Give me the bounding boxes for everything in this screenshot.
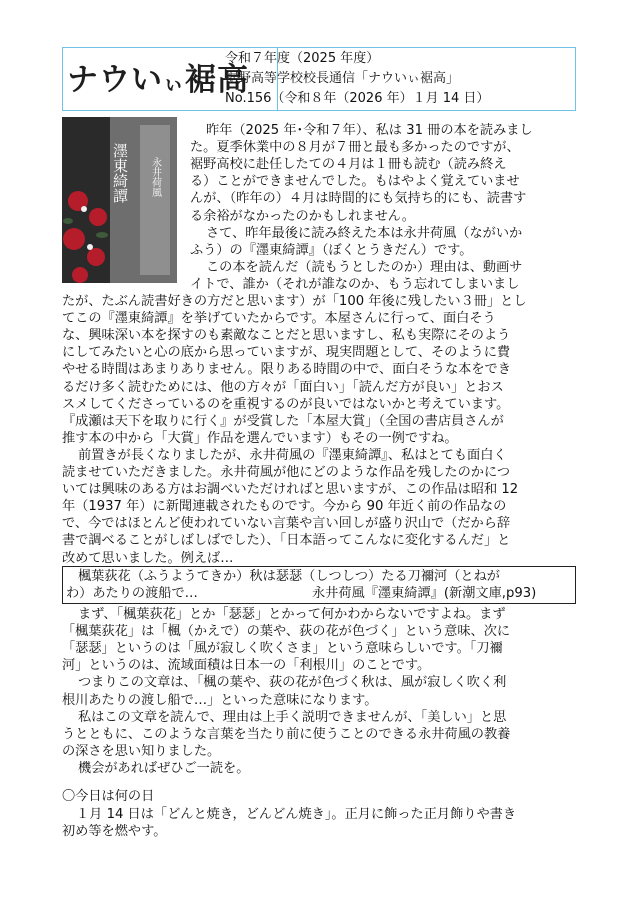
paragraph-line: 改めて思いました。例えば… [62, 550, 234, 566]
quote-line-2: わ）あたりの渡船で… [66, 586, 198, 601]
header-fiscal-year: 令和７年度（2025 年度） [225, 51, 380, 66]
quote-citation: 永井荷風『濹東綺譚』(新潮文庫,p93) [312, 586, 537, 601]
paragraph-line: イトで、誰か（それが誰なのか、もう忘れてしまいまし [190, 276, 520, 292]
paragraph-line: るだけ多く読むためには、他の方々が「面白い」「読んだ方が良い」とおス [62, 379, 504, 395]
logo-text-b: 裾高 [185, 62, 249, 98]
quote-line-1: 楓葉荻花（ふうようてきか）秋は瑟瑟（しつしつ）たる刀禰河（とねが [78, 569, 500, 584]
book-title: 濹東綺譚 [111, 143, 129, 203]
paragraph-line: 前置きが長くなりましたが、永井荷風の『濹東綺譚』、私はとても面白く [78, 447, 507, 463]
paragraph-line: んが、（昨年の）４月は時間的にも気持ち的にも、読書す [190, 191, 527, 207]
logo-text-a: ナウい [67, 62, 163, 98]
paragraph-line: 年（1937 年）に新聞連載されたものです。今から 90 年近く前の作品なの [62, 499, 507, 515]
after-quote-line: つまりこの文章は、「楓の葉や、荻の花が色づく秋は、風が寂しく吹く利 [78, 675, 507, 691]
after-quote-line: うとともに、このような言葉を当たり前に使うことのできる永井荷風の教養 [62, 726, 511, 742]
after-quote-line: 根川あたりの渡し船で…」といった意味になります。 [62, 692, 378, 708]
after-quote-line: 私はこの文章を読んで、理由は上手く説明できませんが、「美しい」と思 [78, 709, 507, 725]
paragraph-line: 『成瀬は天下を取りに行く』が受賞した「本屋大賞」（全国の書店員さんが [62, 413, 504, 429]
today-line-2: 初め等を燃やす。 [62, 824, 167, 839]
after-quote-line: 「楓葉荻花」は「楓（かえで）の葉や、荻の花が色づく」という意味、次に [62, 624, 511, 640]
paragraph-line: 書で調べることがしばしばでした）、「日本語ってこんなに変化するんだ」と [62, 533, 511, 549]
paragraph-line: てこの『濹東綺譚』を挙げていたからです。本屋さんに行って、面白そう [62, 311, 496, 327]
paragraph-line: 推す本の中から「大賞」作品を選んでいます）もその一例ですね。 [62, 430, 458, 446]
header-newsletter-name: 裾野高等学校校長通信「ナウいぃ裾高」 [225, 71, 460, 86]
paragraph-line: さて、昨年最後に読み終えた本は永井荷風（ながいか [206, 225, 523, 241]
book-cover-art [62, 117, 177, 283]
after-quote-line: の深さを思い知りました。 [62, 743, 221, 759]
paragraph-line: いては興味のある方はお調べいただければと思いますが、この作品は昭和 12 [62, 482, 519, 498]
paragraph-line: この本を読んだ（読もうとしたのか）理由は、動画サ [206, 259, 523, 275]
paragraph-line: な、興味深い本を探すのも素敵なことだと思いますし、私も実際にそのよう [62, 328, 511, 344]
paragraph-line: やせる時間はあまりありません。限りある時間の中で、面白そうな本をでき [62, 362, 511, 378]
paragraph-line: 昨年（2025 年･令和７年）、私は 31 冊の本を読みまし [206, 123, 533, 138]
paragraph-line: 読ませていただきました。永井荷風が他にどのような作品を残したのかにつ [62, 465, 511, 480]
after-quote-line: 「瑟瑟」というのは「風が寂しく吹くさま」という意味らしいです。「刀禰 [62, 641, 503, 657]
book-author: 永井荷風 [149, 157, 161, 197]
paragraph-line: る余裕がなかったのかもしれません。 [190, 208, 415, 224]
paragraph-line: た。夏季休業中の８月が７冊と最も多かったのですが、 [190, 140, 520, 156]
paragraph-line: たが、たぶん読書好きの方だと思います）が「100 年後に残したい３冊」とし [62, 294, 527, 309]
after-quote-line: まず、「楓葉荻花」とか「瑟瑟」とかって何かわからないですよね。まず [78, 607, 506, 622]
logo-text-small: ぃ [163, 71, 185, 95]
paragraph-line: ふう）の『濹東綺譚』（ぼくとうきだん）です。 [190, 242, 473, 258]
paragraph-line: スメしてくださっているのを重視するのが良いではないかと考えています。 [62, 396, 510, 412]
header-issue-date: No.156（令和８年（2026 年）１月 14 日） [225, 91, 490, 106]
after-quote-line: 機会があればぜひご一読を。 [78, 760, 250, 776]
after-quote-line: 河」というのは、流域面積は日本一の「利根川」のことです。 [62, 658, 431, 674]
paragraph-line: 裾野高校に赴任したての４月は１冊も読む（読み終え [190, 157, 507, 173]
paragraph-line: る）ことができませんでした。もはやよく覚えていませ [190, 174, 520, 190]
book-cover-image [62, 117, 177, 283]
paragraph-line: にしてみたいと心の底から思っていますが、現実問題として、そのように費 [62, 345, 511, 361]
today-line-1: １月 14 日は「どんと焼き，どんどん焼き」。正月に飾った正月飾りや書き [76, 807, 517, 822]
paragraph-line: で、今ではほとんど使われていない言葉や言い回しが盛り沢山で（だから辞 [62, 516, 511, 532]
today-heading: 〇今日は何の日 [62, 789, 155, 804]
